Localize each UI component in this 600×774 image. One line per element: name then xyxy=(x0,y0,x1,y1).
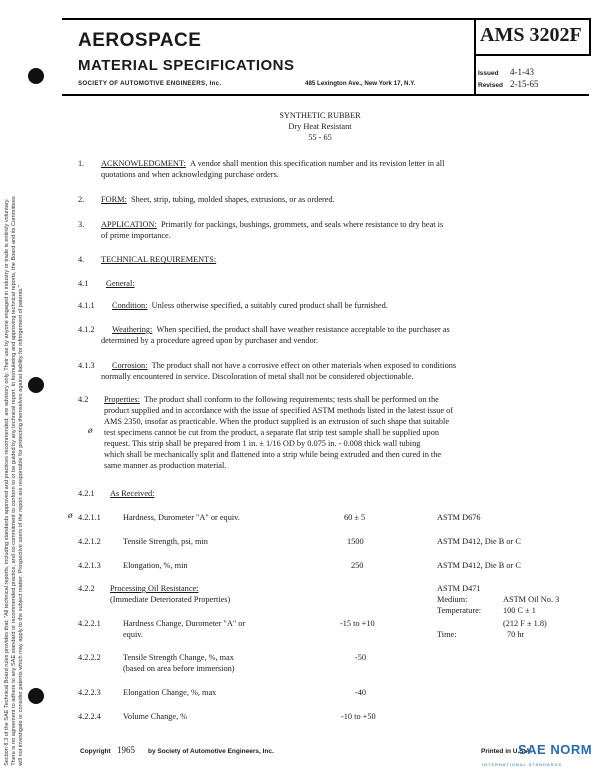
section-3-number: 3. xyxy=(78,220,85,229)
section-4-1-2-heading: Weathering: xyxy=(112,325,153,334)
section-4-2-text-line4: test specimens cannot be cut from the product, a separate flat strip test sample shall be supplied upon xyxy=(104,428,440,437)
issued-date: 4-1-43 xyxy=(510,67,534,77)
elongation-value: 250 xyxy=(351,561,364,570)
hardness-label: Hardness, Durometer "A" or equiv. xyxy=(123,513,240,522)
section-4-2-text: The product shall conform to the following requirements; tests shall be performed on the xyxy=(144,395,439,404)
section-4-1-2-text: When specified, the product shall have weather resistance acceptable to the purchaser as xyxy=(156,325,450,334)
section-4-heading: TECHNICAL REQUIREMENTS: xyxy=(101,255,217,264)
punch-hole-bottom xyxy=(28,688,44,704)
tensile-change-value: -50 xyxy=(355,653,367,662)
section-4-2-1-3-number: 4.2.1.3 xyxy=(78,561,101,570)
section-4-2-text-line5: request. This strip shall be prepared from 1 in. ± 1/16 OD by 0.075 in. - 0.008 thick wall tubing xyxy=(104,439,421,448)
elongation-change-value: -40 xyxy=(355,688,367,697)
temperature-fahrenheit: (212 F ± 1.8) xyxy=(503,619,547,628)
section-4-1-2 xyxy=(112,324,450,336)
section-1-number: 1. xyxy=(78,159,85,168)
time-label: Time: xyxy=(437,630,457,639)
watermark-subtitle: INTERNATIONAL STANDARDS xyxy=(482,762,563,767)
elongation-change-label: Elongation Change, %, max xyxy=(123,688,217,697)
copyright-label: Copyright xyxy=(80,748,111,755)
section-4-1-1-number: 4.1.1 xyxy=(78,301,95,310)
revision-mark: ø xyxy=(88,425,93,435)
printed-in-usa: Printed in U.S.A. xyxy=(481,748,532,755)
section-3-heading: APPLICATION: xyxy=(101,220,157,229)
spec-number: AMS 3202F xyxy=(480,24,582,46)
revision-mark-hardness: ø xyxy=(68,510,73,520)
header-bottom-rule xyxy=(62,94,589,96)
section-1-heading: ACKNOWLEDGMENT: xyxy=(101,159,186,168)
section-2-number: 2. xyxy=(78,195,85,204)
header-title-line2: MATERIAL SPECIFICATIONS xyxy=(78,57,295,74)
section-4-2-2-2-number: 4.2.2.2 xyxy=(78,653,101,662)
section-4-2-text-line2: product supplied and in accordance with the issue of specified ASTM methods listed in the latest issue of xyxy=(104,406,454,415)
hardness-change-value: -15 to +10 xyxy=(340,619,375,628)
section-4-2-2-1-number: 4.2.2.1 xyxy=(78,619,101,628)
hardness-value: 60 ± 5 xyxy=(344,513,366,522)
section-4-2-1-number: 4.2.1 xyxy=(78,489,95,498)
revised-label: Revised xyxy=(478,82,503,89)
volume-change-label: Volume Change, % xyxy=(123,712,188,721)
punch-hole-middle xyxy=(28,377,44,393)
temperature-value: 100 C ± 1 xyxy=(503,606,536,615)
section-4-number: 4. xyxy=(78,255,85,264)
punch-hole-top xyxy=(28,68,44,84)
section-4-1-1 xyxy=(112,300,388,312)
society-address: 485 Lexington Ave., New York 17, N.Y. xyxy=(305,80,416,87)
section-2-heading: FORM: xyxy=(101,195,127,204)
medium-value: ASTM Oil No. 3 xyxy=(503,595,560,604)
section-4-1-2-text-cont: determined by a procedure agreed upon by purchaser and vendor. xyxy=(101,336,319,345)
society-name: SOCIETY OF AUTOMOTIVE ENGINEERS, Inc. xyxy=(78,80,222,87)
hardness-method: ASTM D676 xyxy=(437,513,481,522)
section-4-1-heading: General: xyxy=(106,279,135,288)
elongation-label: Elongation, %, min xyxy=(123,561,188,570)
section-4-2-1-1-number: 4.2.1.1 xyxy=(78,513,101,522)
copyright-owner: by Society of Automotive Engineers, Inc. xyxy=(148,748,274,755)
section-4-2-2-subheading: (Immediate Deteriorated Properties) xyxy=(110,595,231,604)
section-1-text-cont: quotations and when acknowledging purchase orders. xyxy=(101,170,279,179)
temperature-label: Temperature: xyxy=(437,606,482,615)
oil-method: ASTM D471 xyxy=(437,584,481,593)
section-4-1-1-text: Unless otherwise specified, a suitably cured product shall be furnished. xyxy=(151,301,388,310)
section-4-1-2-number: 4.1.2 xyxy=(78,325,95,334)
section-4-1-3-text-cont: normally encountered in service. Discoloration of metal shall not be considered objectionable. xyxy=(101,372,414,381)
tensile-method: ASTM D412, Die B or C xyxy=(437,537,521,546)
section-4-2-text-line7: same manner as production material. xyxy=(104,461,227,470)
section-4-2-text-line3: AMS 2350, insofar as practicable. When the product supplied is an extrusion of such shape that suitable xyxy=(104,417,450,426)
section-4-2-2-heading: Processing Oil Resistance: xyxy=(110,584,199,593)
elongation-method: ASTM D412, Die B or C xyxy=(437,561,521,570)
section-3-text: Primarily for packings, bushings, grommets, and seals where resistance to dry heat is xyxy=(160,220,444,229)
section-4-2-2-4-number: 4.2.2.4 xyxy=(78,712,101,721)
section-4-2-2-3-number: 4.2.2.3 xyxy=(78,688,101,697)
tensile-label: Tensile Strength, psi, min xyxy=(123,537,208,546)
copyright-year: 1965 xyxy=(117,745,135,755)
section-4-2-2-number: 4.2.2 xyxy=(78,584,95,593)
section-3 xyxy=(101,219,443,231)
section-4-2-1-heading: As Received: xyxy=(110,489,155,498)
section-2 xyxy=(101,194,335,206)
section-4-1-1-heading: Condition: xyxy=(112,301,148,310)
volume-change-value: -10 to +50 xyxy=(341,712,376,721)
section-4-1-3-number: 4.1.3 xyxy=(78,361,95,370)
tensile-change-label-cont: (based on area before immersion) xyxy=(123,664,235,673)
section-4-2-heading: Properties: xyxy=(104,395,140,404)
revised-date: 2-15-65 xyxy=(510,79,539,89)
section-2-text: Sheet, strip, tubing, molded shapes, extrusions, or as ordered. xyxy=(130,195,335,204)
header-title-line1: AEROSPACE xyxy=(78,30,202,51)
section-4-1-3 xyxy=(112,360,456,372)
time-value: 70 hr xyxy=(507,630,525,639)
section-1 xyxy=(101,158,444,170)
section-4-1-3-heading: Corrosion: xyxy=(112,361,148,370)
watermark-logo: SAE NORM xyxy=(518,742,593,757)
hardness-change-label: Hardness Change, Durometer "A" or xyxy=(123,619,246,628)
section-4-2-text-line6: which shall be mechanically split and flattened into a strip while being extruded and then cured in the xyxy=(104,450,442,459)
section-3-text-cont: of prime importance. xyxy=(101,231,171,240)
tensile-change-label: Tensile Strength Change, %, max xyxy=(123,653,234,662)
section-1-text: A vendor shall mention this specification number and its revision letter in all xyxy=(190,159,445,168)
side-legal-note: Section 8.3 of the SAE Technical Board rules provides that: "All technical reports, including standards approved and practices recommended, are advisory only. Their use by anyone engaged in industry or trade is entirely voluntary. There is no agreement to adhere to any SAE standard or recommended practice, and no commitment to conform to or be guided by any technical report. In formulating and approving technical reports, the Board and its Committees will not investigate or consider patents which may apply to the subject matter. Prospective users of the report are responsible for protecting themselves against liability for infringement of patents." xyxy=(4,196,25,766)
doc-title-line2: Dry Heat Resistant xyxy=(288,122,352,131)
section-4-1-number: 4.1 xyxy=(78,279,89,288)
section-4-2-1-2-number: 4.2.1.2 xyxy=(78,537,101,546)
section-4-2 xyxy=(104,394,439,406)
issued-label: Issued xyxy=(478,70,499,77)
hardness-change-label-cont: equiv. xyxy=(123,630,143,639)
section-4-1-3-text: The product shall not have a corrosive effect on other materials when exposed to conditions xyxy=(151,361,457,370)
doc-title-line1: SYNTHETIC RUBBER xyxy=(279,111,361,120)
section-4-2-number: 4.2 xyxy=(78,395,89,404)
doc-title-line3: 55 - 65 xyxy=(308,133,332,142)
medium-label: Medium: xyxy=(437,595,468,604)
tensile-value: 1500 xyxy=(347,537,364,546)
